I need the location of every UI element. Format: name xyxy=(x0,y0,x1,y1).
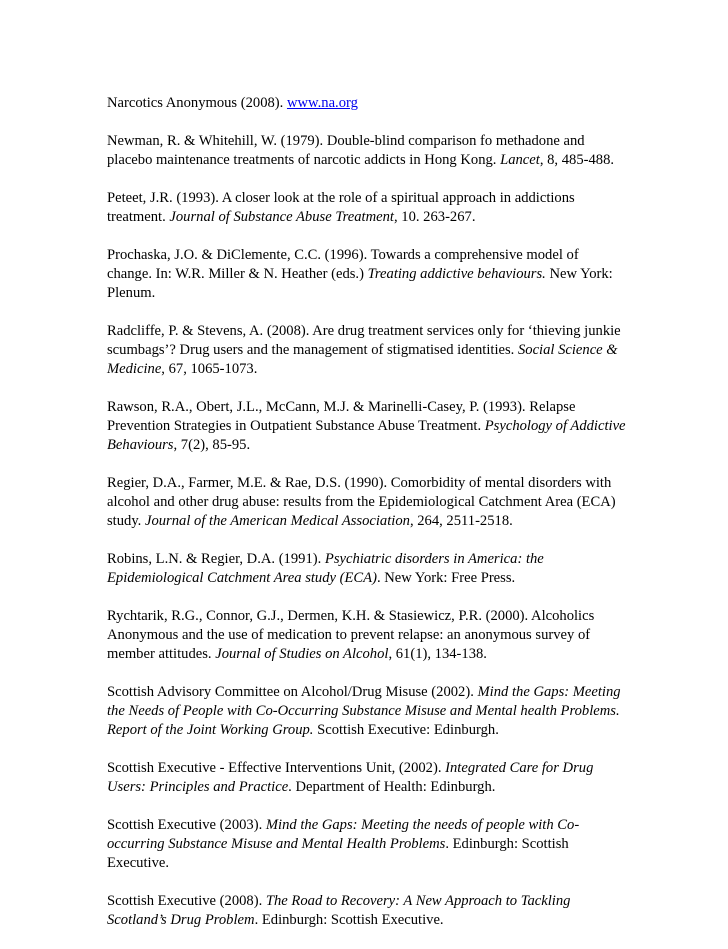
reference-text: New York: Plenum. xyxy=(107,266,613,301)
reference-text: Scottish Advisory Committee on Alcohol/Drug Misuse (2002). xyxy=(107,684,478,700)
reference-title: Mind the Gaps: Meeting the Needs of People with Co-Occurring Substance Misuse and Mental health Problems. Report of the Joint Working Group. xyxy=(107,684,621,738)
reference-entry xyxy=(107,759,627,797)
reference-list xyxy=(107,94,627,949)
reference-text: , 8, 485-488. xyxy=(539,152,615,168)
reference-entry xyxy=(107,246,627,303)
reference-entry xyxy=(107,322,627,379)
reference-entry xyxy=(107,398,627,455)
reference-title: Treating addictive behaviours. xyxy=(367,266,546,282)
reference-entry xyxy=(107,132,627,170)
reference-text: Newman, R. & Whitehill, W. (1979). Double-blind comparison fo methadone and placebo maintenance treatments of narcotic addicts in Hong Kong. xyxy=(107,133,585,168)
reference-text: Rychtarik, R.G., Connor, G.J., Dermen, K.H. & Stasiewicz, P.R. (2000). Alcoholics Anonymous and the use of medication to prevent relapse: an anonymous survey of member attitudes. xyxy=(107,608,595,662)
reference-entry xyxy=(107,474,627,531)
reference-title: Lancet xyxy=(500,152,540,168)
reference-title: Psychology of Addictive Behaviours xyxy=(107,418,626,453)
reference-text: Rawson, R.A., Obert, J.L., McCann, M.J. & Marinelli-Casey, P. (1993). Relapse Prevention Strategies in Outpatient Substance Abuse Treatment. xyxy=(107,399,576,434)
reference-text: Scottish Executive - Effective Interventions Unit, (2002). xyxy=(107,760,446,776)
reference-entry xyxy=(107,550,627,588)
reference-text: Narcotics Anonymous (2008). xyxy=(107,95,287,111)
reference-entry xyxy=(107,607,627,664)
reference-entry xyxy=(107,683,627,740)
reference-text: , 67, 1065-1073. xyxy=(161,361,258,377)
reference-text: Prochaska, J.O. & DiClemente, C.C. (1996). Towards a comprehensive model of change. In: W.R. Miller & N. Heather (eds.) xyxy=(107,247,579,282)
reference-entry xyxy=(107,892,627,930)
reference-link[interactable]: www.na.org xyxy=(286,95,358,111)
reference-text: Radcliffe, P. & Stevens, A. (2008). Are drug treatment services only for ‘thieving junkie scumbags’? Drug users and the management of stigmatised identities. xyxy=(107,323,621,358)
reference-text: , 10. 263-267. xyxy=(393,209,476,225)
reference-text: . New York: Free Press. xyxy=(376,570,516,586)
reference-entry xyxy=(107,816,627,873)
reference-title: Journal of Substance Abuse Treatment xyxy=(169,209,394,225)
reference-title: Journal of Studies on Alcohol xyxy=(215,646,389,662)
reference-title: Social Science & Medicine xyxy=(107,342,618,377)
reference-text: . Edinburgh: Scottish Executive. xyxy=(254,912,444,928)
reference-title: Mind the Gaps: Meeting the needs of people with Co-occurring Substance Misuse and Mental Health Problems xyxy=(107,817,580,852)
reference-text: Robins, L.N. & Regier, D.A. (1991). xyxy=(107,551,325,567)
reference-text: Scottish Executive (2008). xyxy=(107,893,266,909)
reference-title: Psychiatric disorders in America: the Epidemiological Catchment Area study (ECA) xyxy=(107,551,544,586)
reference-entry xyxy=(107,189,627,227)
reference-title: Integrated Care for Drug Users: Principles and Practice xyxy=(107,760,594,795)
reference-title: The Road to Recovery: A New Approach to Tackling Scotland’s Drug Problem xyxy=(107,893,571,928)
reference-text: , 7(2), 85-95. xyxy=(173,437,251,453)
reference-text: , 264, 2511-2518. xyxy=(409,513,513,529)
reference-text: Regier, D.A., Farmer, M.E. & Rae, D.S. (1990). Comorbidity of mental disorders with alcohol and other drug abuse: results from the Epidemiological Catchment Area (ECA) study. xyxy=(107,475,616,529)
reference-text: . Department of Health: Edinburgh. xyxy=(288,779,496,795)
reference-title: Journal of the American Medical Association xyxy=(144,513,410,529)
reference-text: Scottish Executive (2003). xyxy=(107,817,266,833)
reference-text: . Edinburgh: Scottish Executive. xyxy=(107,836,569,871)
reference-entry xyxy=(107,94,627,113)
reference-text: , 61(1), 134-138. xyxy=(388,646,487,662)
reference-text: Scottish Executive: Edinburgh. xyxy=(313,722,499,738)
reference-text: Peteet, J.R. (1993). A closer look at the role of a spiritual approach in addictions treatment. xyxy=(107,190,575,225)
